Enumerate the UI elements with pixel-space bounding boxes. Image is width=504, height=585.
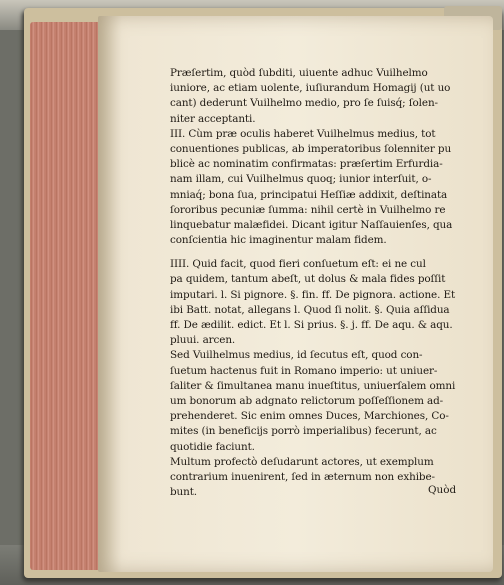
text-line: pa quidem, tantum abeſt, ut dolus & mala fides poſſit	[170, 273, 446, 286]
text-line: linquebatur malæfidei. Dicant igitur Naſſauienſes, qua	[170, 218, 453, 231]
text-line: IIII. Quid facit, quod fieri conſuetum eſt: ei ne cul	[170, 258, 426, 271]
text-line: mites (in beneficijs porrò imperialibus) fecerunt, ac	[170, 425, 437, 438]
paragraph-1	[170, 66, 466, 127]
paragraph-gap	[170, 248, 466, 257]
text-line: Multum profectò deſudarunt actores, ut exemplum	[170, 455, 434, 468]
text-line: iuniore, ac etiam uolente, iuſiurandum Homagij (ut uo	[170, 82, 451, 95]
text-line: III. Cùm præ oculis haberet Vuilhelmus medius, tot	[170, 127, 436, 140]
text-line: cant) dederunt Vuilhelmo medio, pro ſe ſuisq́; ſolen-	[170, 97, 438, 110]
text-line: blicè ac nominatim confirmatas: præſertim Erfurdia-	[170, 158, 443, 171]
text-line: Præſertim, quòd ſubditi, uiuente adhuc Vuilhelmo	[170, 67, 428, 79]
text-line: prehenderet. Sic enim omnes Duces, Marchiones, Co-	[170, 410, 449, 423]
text-line: pluui. arcen.	[170, 334, 236, 347]
text-line: ſaliter & ſimultanea manu inueſtitus, uniuerſalem omni	[170, 379, 456, 392]
text-line: mniaq́; bona ſua, principatui Heſſiæ addixit, deſtinata	[170, 188, 448, 201]
text-line: contrarium inuenirent, ſed in æternum non exhibe-	[170, 470, 435, 483]
text-line: ff. De ædilit. edict. Et l. Si prius. §. j. ff. De aqu. & aqu.	[170, 319, 453, 331]
page-text	[170, 66, 466, 500]
text-line: niter acceptanti.	[170, 112, 256, 125]
text-line: ibi Batt. notat, allegans l. Quod ſi nolit. §. Quia aſſidua	[170, 303, 450, 316]
text-line: ſuetum hactenus fuit in Romano imperio: ut uniuer-	[170, 364, 438, 377]
paragraph-3	[170, 257, 466, 348]
text-line: quotidie faciunt.	[170, 440, 255, 453]
paragraph-2	[170, 127, 466, 249]
text-line: ſororibus pecuniæ ſumma: nihil certè in Vuilhelmo re	[170, 203, 446, 216]
catchword: Quòd	[428, 484, 457, 496]
text-line: conſcientia hic imaginentur malam fidem.	[170, 234, 387, 247]
text-line: Sed Vuilhelmus medius, id ſecutus eſt, quod con-	[170, 349, 423, 362]
text-line: imputari. l. Si pignore. §. fin. ff. De pignora. actione. Et	[170, 288, 456, 301]
text-line: bunt.	[170, 486, 198, 499]
paragraph-5	[170, 455, 466, 501]
paragraph-4	[170, 348, 466, 454]
text-line: um bonorum ab adgnato relictorum poſſeſſionem ad-	[170, 394, 444, 407]
text-line: nam illam, cui Vuilhelmus quoq; iunior interſuit, o-	[170, 173, 432, 186]
text-line: conuentiones publicas, ab imperatoribus ſolenniter pu	[170, 142, 452, 155]
